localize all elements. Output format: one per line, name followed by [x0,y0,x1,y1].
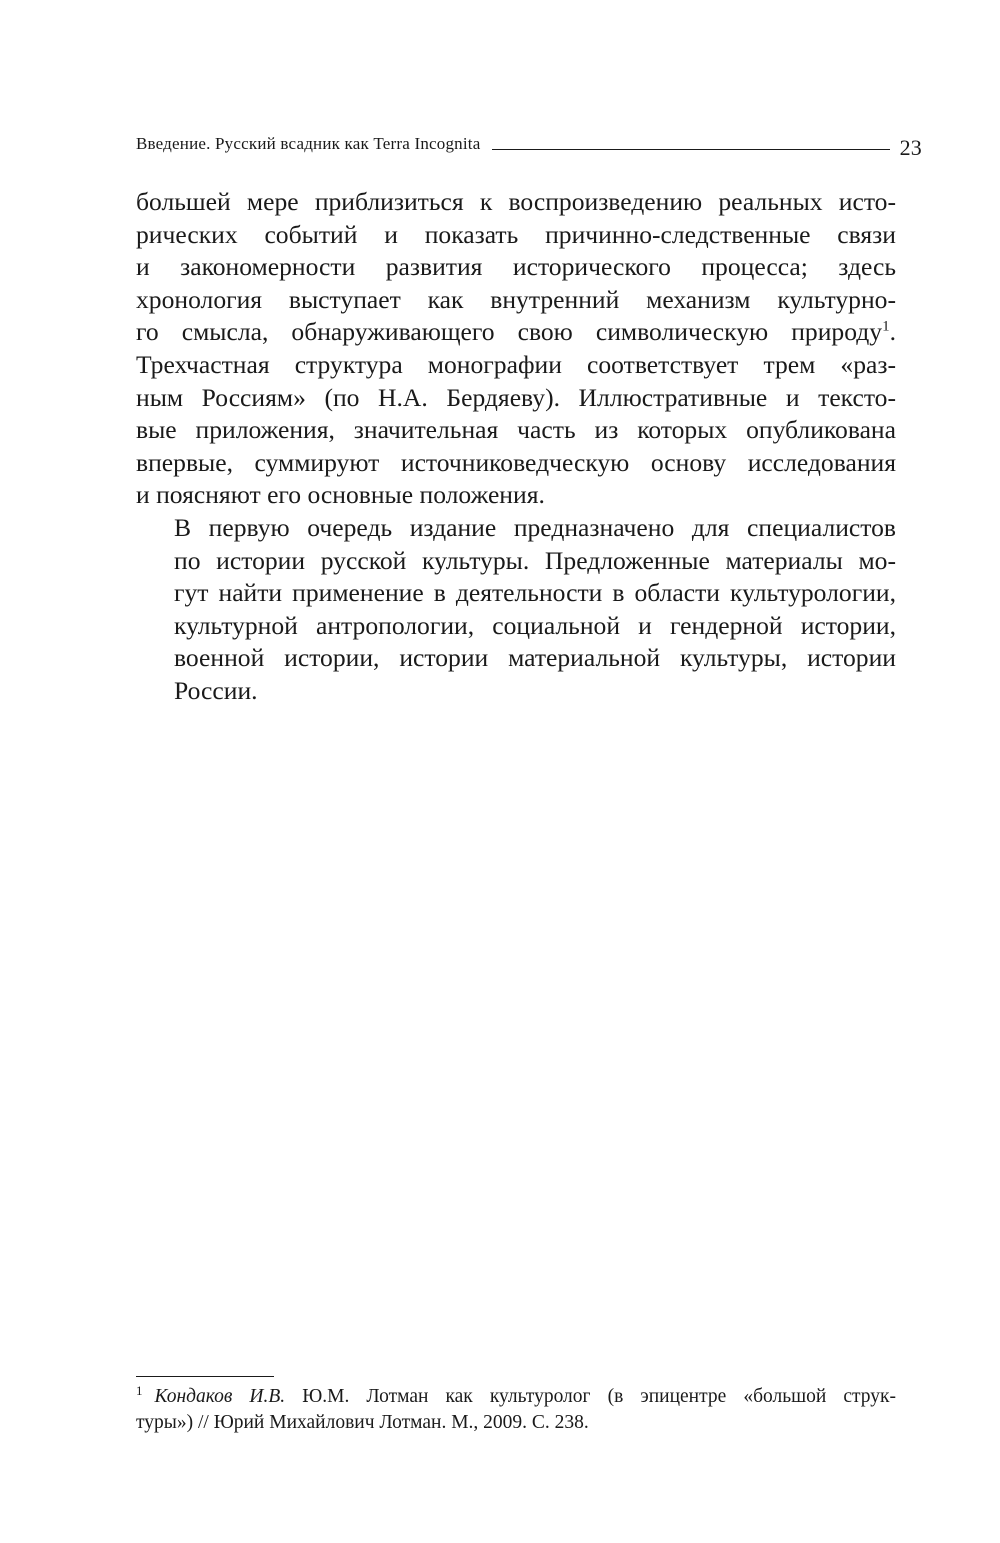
text-line: впервые, суммируют источниковедческую основу исследования [136,447,896,477]
text-line: культурной антропологии, социальной и гендерной истории, [174,610,896,640]
footnote-number: 1 [136,1382,143,1398]
footnote-separator [136,1376,274,1377]
footnote-text: Ю.М. Лотман как культуролог (в эпицентре «большой струк- [285,1386,896,1407]
text-line: рических событий и показать причинно-следственные связи [136,219,896,249]
text-line: и закономерности развития исторического процесса; здесь [136,252,896,282]
footnote [136,1384,896,1436]
text-line: военной истории, истории материальной культуры, истории [174,643,896,673]
text-line: вые приложения, значительная часть из которых опубликована [136,415,896,445]
footnote-line [136,1384,896,1410]
text-line: ным Россиям» (по Н.А. Бердяеву). Иллюстративные и тексто- [136,382,896,412]
footnote-author: Кондаков И.В. [154,1386,286,1407]
footnote-line: туры») // Юрий Михайлович Лотман. М., 2009. С. 238. [136,1412,589,1433]
text-line-content: го смысла, обнаруживающего свою символическую природу [136,317,883,347]
header-rule [492,149,889,150]
page-number: 23 [899,135,922,160]
paragraph-1 [136,186,896,512]
text-line: Трехчастная структура монографии соответствует трем «раз- [136,349,896,379]
text-line: гут найти применение в деятельности в области культурологии, [174,578,896,608]
main-text [136,186,896,708]
footnote-ref-punct: . [889,317,896,347]
text-line-with-footnote [136,316,896,349]
text-line: хронология выступает как внутренний механизм культурно- [136,284,896,314]
paragraph-2 [136,512,896,708]
running-header [136,124,922,160]
text-line: большей мере приблизиться к воспроизведению реальных исто- [136,187,896,216]
text-line: и поясняют его основные положения. [136,480,545,510]
text-line: по истории русской культуры. Предложенные материалы мо- [174,545,896,575]
text-line: В первую очередь издание предназначено для специалистов [174,512,896,542]
footnote-reference[interactable]: 1 [882,318,890,335]
text-line: России. [174,675,258,705]
header-title: Введение. Русский всадник как Terra Incognita [136,134,481,153]
